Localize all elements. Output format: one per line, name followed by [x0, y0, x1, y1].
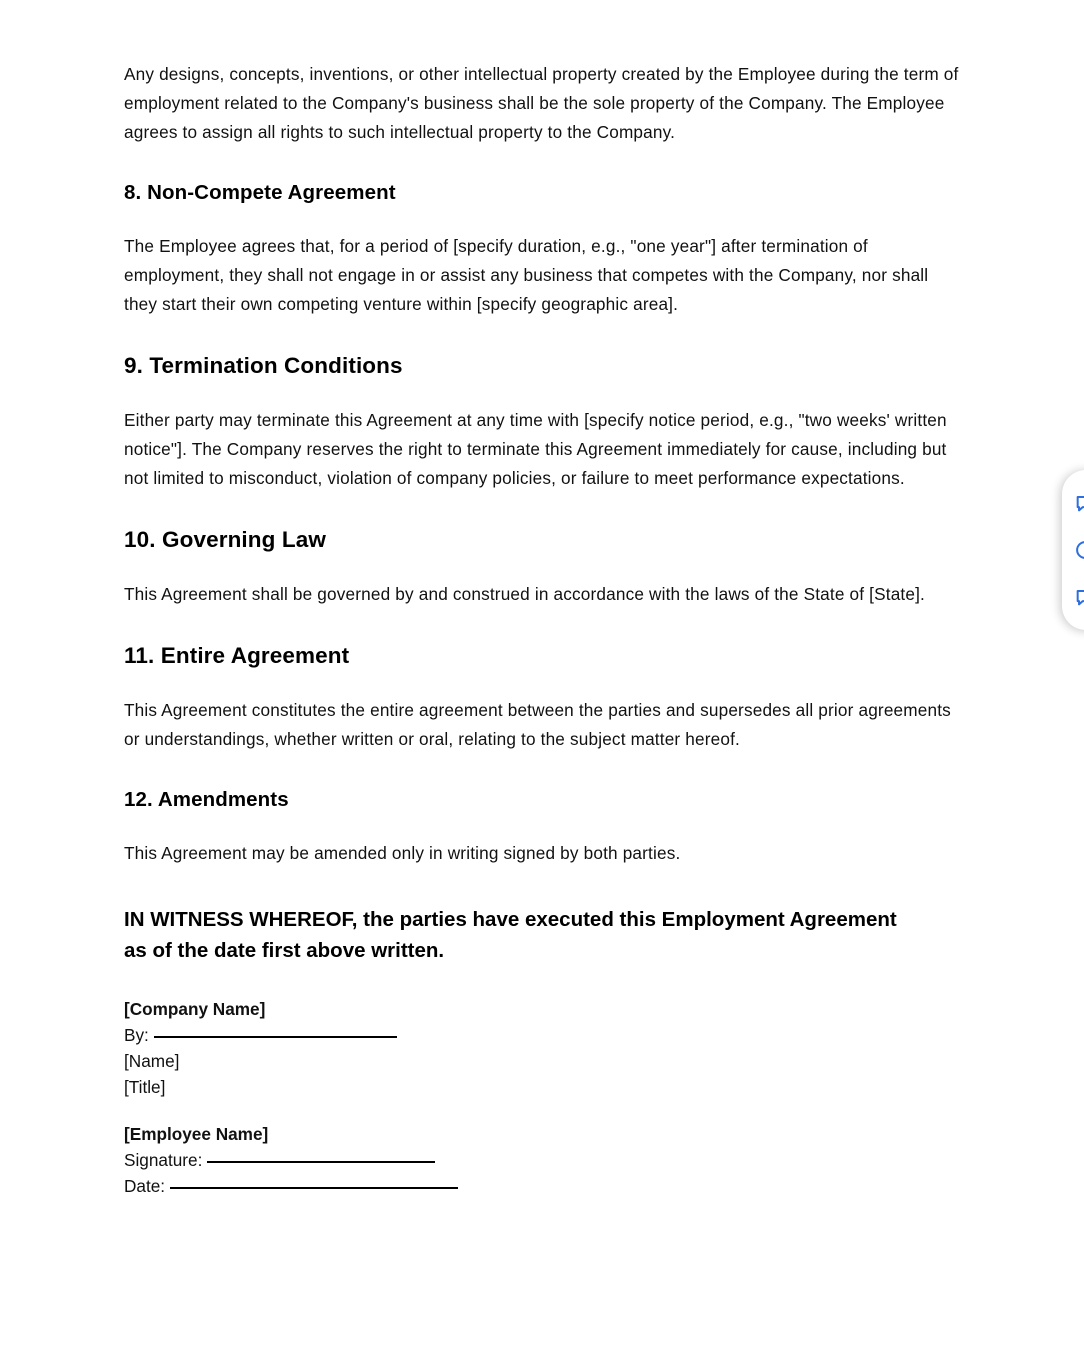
add-reaction-button[interactable]: [1072, 537, 1084, 563]
spacer: [124, 966, 960, 996]
spacer: [124, 555, 960, 580]
witness-clause: IN WITNESS WHEREOF, the parties have executed this Employment Agreement as of the date first above written.: [124, 908, 897, 962]
employee-signature-label: Signature:: [124, 1150, 208, 1170]
spacer: [124, 609, 960, 641]
spacer: [124, 493, 960, 525]
spacer: [124, 671, 960, 696]
employee-date-line[interactable]: [170, 1187, 458, 1189]
section-body-8: The Employee agrees that, for a period of [specify duration, e.g., "one year"] after termination of employment, they shall not engage in or assist any business that competes with the Company, nor shall they start their own competing venture within [specify geographic area].: [124, 236, 929, 314]
emoji-reaction-icon: [1074, 539, 1084, 561]
section-heading-10: 10. Governing Law: [124, 527, 326, 552]
employee-signature-line[interactable]: [207, 1161, 435, 1163]
add-comment-button[interactable]: [1072, 490, 1084, 516]
spacer: [124, 868, 960, 904]
company-name-line: [Name]: [124, 1051, 180, 1071]
spacer: [124, 814, 960, 839]
spacer: [124, 1100, 960, 1121]
employee-name-placeholder: [Employee Name]: [124, 1124, 269, 1144]
spacer: [124, 381, 960, 406]
document-body: [124, 60, 960, 1199]
company-signature-block: [124, 996, 960, 1100]
comment-thread-icon: [1074, 586, 1084, 608]
section-heading-9: 9. Termination Conditions: [124, 353, 403, 378]
section-heading-12: 12. Amendments: [124, 788, 289, 811]
section-heading-8: 8. Non-Compete Agreement: [124, 181, 396, 204]
section-body-10: This Agreement shall be governed by and construed in accordance with the laws of the State of [State].: [124, 584, 925, 604]
spacer: [124, 754, 960, 786]
section-body-12: This Agreement may be amended only in writing signed by both parties.: [124, 843, 681, 863]
section-heading-11: 11. Entire Agreement: [124, 643, 350, 668]
company-title-line: [Title]: [124, 1077, 166, 1097]
spacer: [124, 319, 960, 351]
section-body-9: Either party may terminate this Agreement at any time with [specify notice period, e.g., "two weeks' written notice"]. The Company reserves the right to terminate this Agreement immediately for cause, including but not limited to misconduct, violation of company policies, or failure to meet performance expectations.: [124, 410, 947, 488]
employee-date-row: [124, 1173, 960, 1199]
employee-date-label: Date:: [124, 1176, 170, 1196]
floating-comment-toolbar[interactable]: [1062, 470, 1084, 630]
company-by-line[interactable]: [154, 1036, 397, 1038]
spacer: [124, 147, 960, 179]
intro-paragraph: Any designs, concepts, inventions, or other intellectual property created by the Employee during the term of employment related to the Company's business shall be the sole property of the Company. The Employee agrees to assign all rights to such intellectual property to the Company.: [124, 64, 959, 142]
spacer: [124, 207, 960, 232]
company-name-placeholder: [Company Name]: [124, 999, 266, 1019]
section-body-11: This Agreement constitutes the entire agreement between the parties and supersedes all prior agreements or understandings, whether written or oral, relating to the subject matter hereof.: [124, 700, 951, 749]
add-comment-icon: [1074, 492, 1084, 514]
show-comments-button[interactable]: [1072, 584, 1084, 610]
employee-signature-block: [124, 1121, 960, 1199]
company-by-row: [124, 1022, 960, 1048]
company-by-label: By:: [124, 1025, 154, 1045]
employee-signature-row: [124, 1147, 960, 1173]
